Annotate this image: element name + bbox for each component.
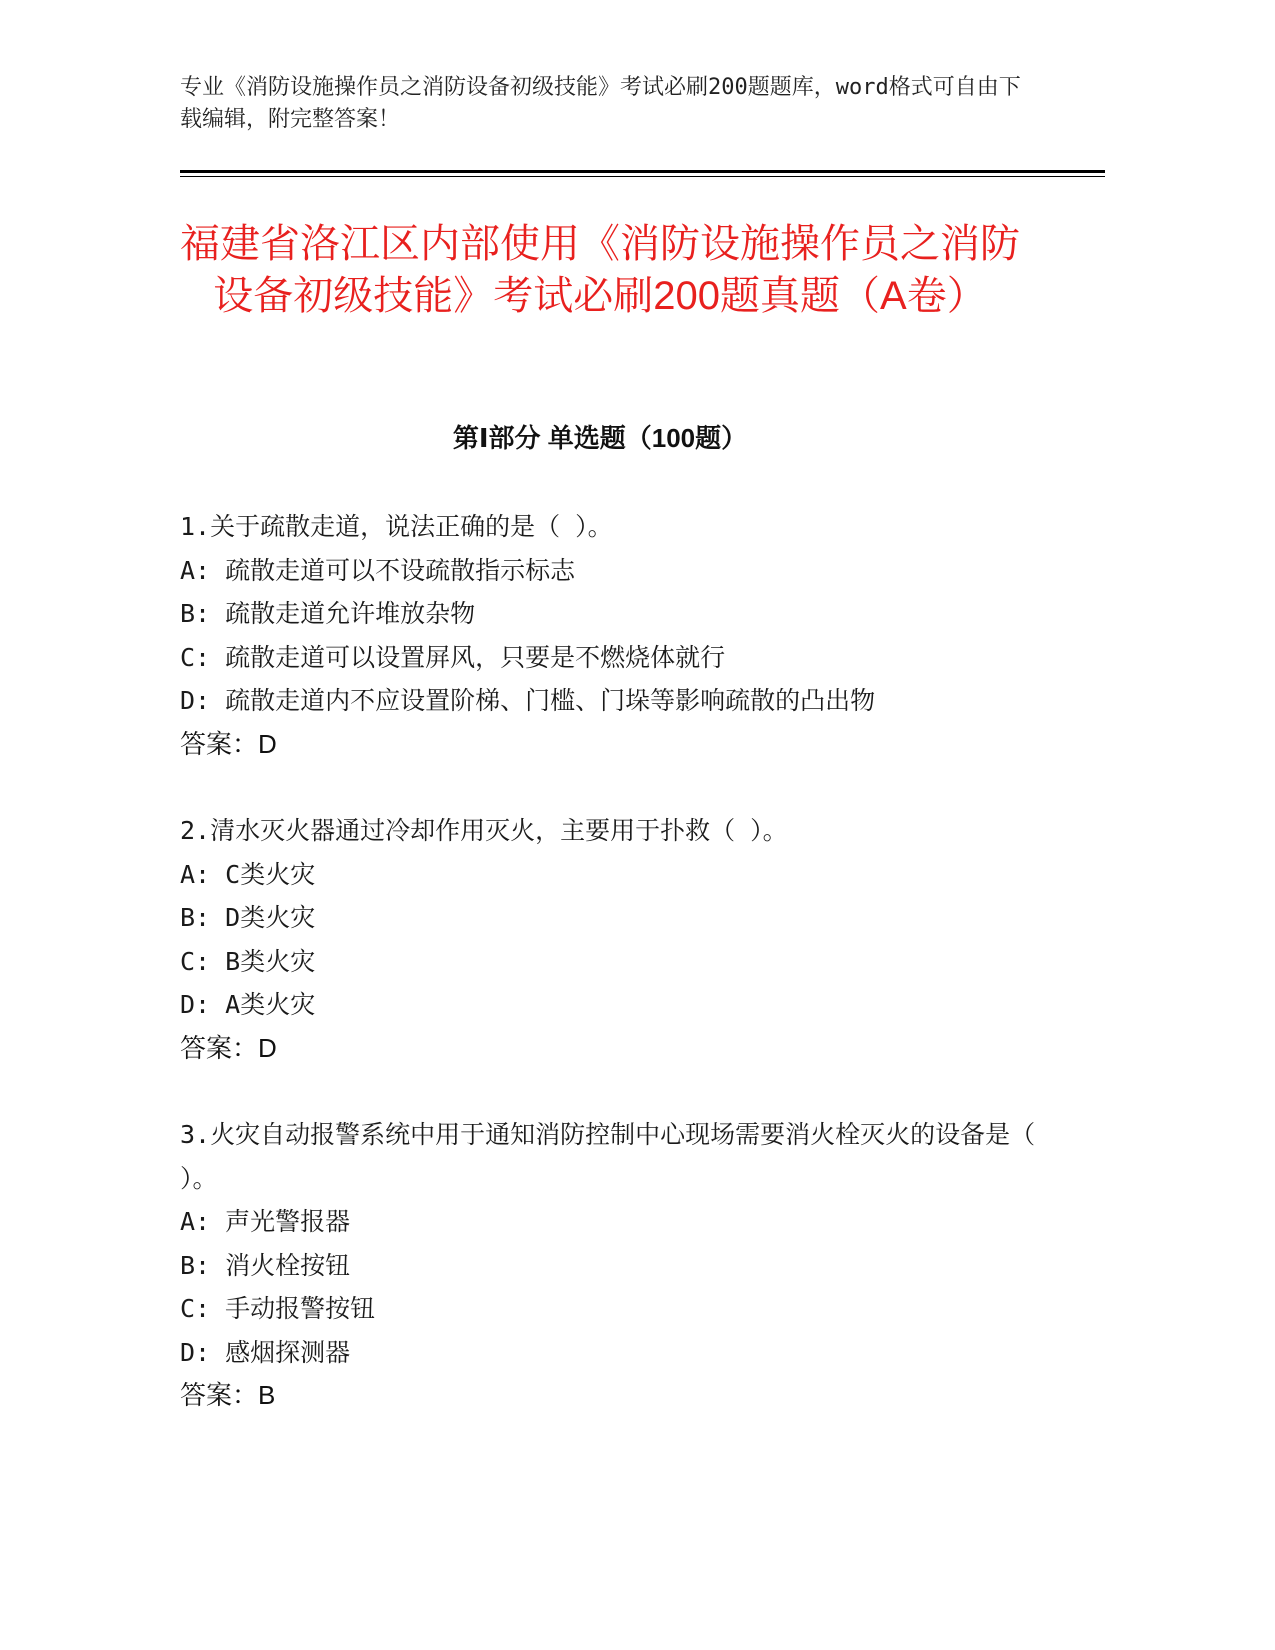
answer-label: 答案：D: [180, 728, 277, 759]
option-b: B: 疏散走道允许堆放杂物: [180, 599, 476, 628]
header-note: 专业《消防设施操作员之消防设备初级技能》考试必刷200题题库，word格式可自由下载编辑，附完整答案！: [180, 75, 1021, 132]
header-divider-thin: [180, 176, 1105, 177]
option-b: B: 消火栓按钮: [180, 1250, 351, 1280]
option-d: D: 感烟探测器: [180, 1337, 351, 1367]
question-list: [180, 505, 1040, 1461]
option-d: D: A类火灾: [180, 990, 316, 1019]
question-item: [180, 505, 1040, 766]
option-a: A: 声光警报器: [180, 1207, 351, 1236]
question-stem: 2.清水灭火器通过冷却作用灭火，主要用于扑救（ ）。: [180, 816, 788, 845]
question-stem: 3.火灾自动报警系统中用于通知消防控制中心现场需要消火栓灭火的设备是（ ）。: [180, 1120, 1036, 1193]
option-b: B: D类火灾: [180, 903, 316, 932]
answer-label: 答案：B: [180, 1380, 276, 1410]
section-heading: 第Ⅰ部分 单选题（100题）: [452, 423, 748, 453]
option-a: A: 疏散走道可以不设疏散指示标志: [180, 555, 576, 585]
option-c: C: 疏散走道可以设置屏风，只要是不燃烧体就行: [180, 642, 726, 672]
document-title: 福建省洛江区内部使用《消防设施操作员之消防设备初级技能》考试必刷200题真题（A卷）: [180, 222, 1020, 318]
header-divider-thick: [180, 170, 1105, 173]
answer-label: 答案：D: [180, 1032, 277, 1063]
option-a: A: C类火灾: [180, 859, 316, 889]
option-c: C: 手动报警按钮: [180, 1294, 376, 1323]
question-stem: 1.关于疏散走道，说法正确的是（ ）。: [180, 512, 613, 541]
question-item: [180, 1113, 1040, 1418]
question-item: [180, 809, 1040, 1070]
option-c: C: B类火灾: [180, 946, 316, 976]
option-d: D: 疏散走道内不应设置阶梯、门槛、门垛等影响疏散的凸出物: [180, 686, 876, 715]
